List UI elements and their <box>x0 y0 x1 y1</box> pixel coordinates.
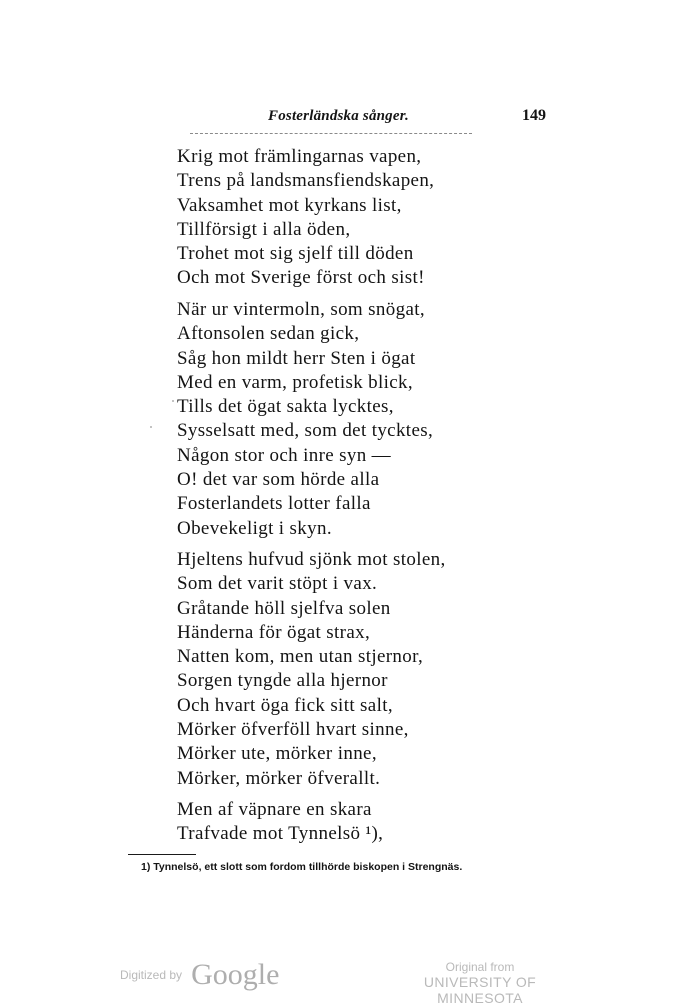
scan-speck <box>150 426 152 428</box>
institution-name: UNIVERSITY OF MINNESOTA <box>423 974 537 1006</box>
verse-line: Och hvart öga fick sitt salt, <box>177 694 393 716</box>
footnote-rule <box>128 854 196 855</box>
verse-line: Sysselsatt med, som det tycktes, <box>177 420 434 442</box>
verse-line: Tillförsigt i alla öden, <box>177 218 351 240</box>
verse-line: Obevekeligt i skyn. <box>177 517 332 539</box>
verse-line: Gråtande höll sjelfva solen <box>177 597 391 619</box>
verse-line: Med en varm, profetisk blick, <box>177 371 413 393</box>
verse-line: Men af väpnare en skara <box>177 799 372 820</box>
stanza-3 <box>177 548 446 791</box>
verse-line: Natten kom, men utan stjernor, <box>177 646 424 668</box>
verse-line: Trohet mot sig sjelf till döden <box>177 243 414 265</box>
verse-line: Fosterlandets lotter falla <box>177 493 371 515</box>
verse-line: Mörker öfverföll hvart sinne, <box>177 719 409 741</box>
original-from-block <box>388 960 572 1006</box>
stanza-2 <box>177 298 433 541</box>
verse-line: Vaksamhet mot kyrkans list, <box>177 194 402 216</box>
verse-line: Tills det ögat sakta lycktes, <box>177 396 394 418</box>
verse-line: Som det varit stöpt i vax. <box>177 573 378 595</box>
verse-line: Krig mot främlingarnas vapen, <box>177 146 422 167</box>
verse-line: Mörker, mörker öfverallt. <box>177 767 381 789</box>
verse-line: När ur vintermoln, som snögat, <box>177 299 425 320</box>
original-from-label: Original from <box>445 960 515 974</box>
digitized-by-label: Digitized by <box>120 968 183 982</box>
page-number: 149 <box>522 107 546 124</box>
verse-line: Någon stor och inre syn — <box>177 444 392 466</box>
scan-speck <box>172 400 174 402</box>
stanza-1 <box>177 145 434 291</box>
stanza-4 <box>177 798 383 847</box>
verse-line: O! det var som hörde alla <box>177 469 380 491</box>
digitized-by-google <box>120 958 279 992</box>
running-header-title: Fosterländska sånger. <box>268 108 409 124</box>
verse-line: Och mot Sverige först och sist! <box>177 267 425 289</box>
verse-line: Trens på landsmansfiendskapen, <box>177 170 435 192</box>
header-rule <box>190 133 472 134</box>
google-logo: Google <box>191 958 280 991</box>
verse-line: Sorgen tyngde alla hjernor <box>177 670 388 692</box>
verse-line: Trafvade mot Tynnelsö ¹), <box>177 823 384 845</box>
verse-line: Hjeltens hufvud sjönk mot stolen, <box>177 549 446 570</box>
verse-line: Såg hon mildt herr Sten i ögat <box>177 347 416 369</box>
verse-line: Händerna för ögat strax, <box>177 621 371 643</box>
verse-line: Aftonsolen sedan gick, <box>177 323 360 345</box>
verse-line: Mörker ute, mörker inne, <box>177 743 377 765</box>
footnote: 1) Tynnelsö, ett slott som fordom tillhörde biskopen i Strengnäs. <box>141 861 463 873</box>
